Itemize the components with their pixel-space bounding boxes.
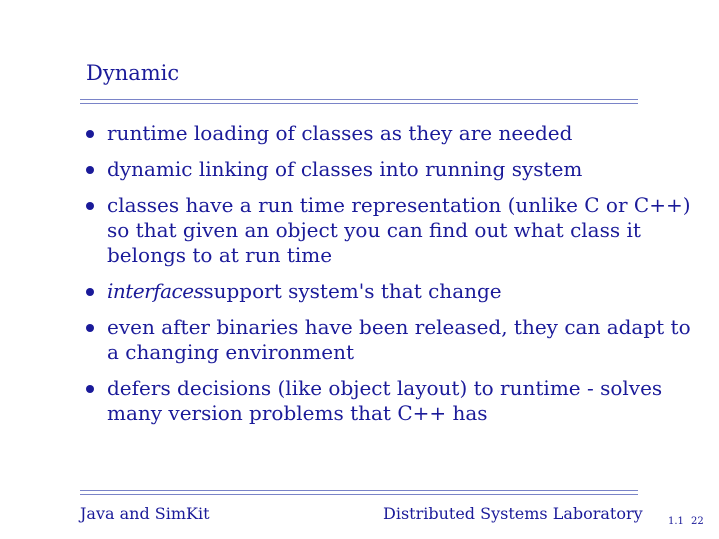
- bullet-icon: [86, 288, 94, 296]
- bullet-item: [86, 121, 696, 146]
- bullet-item: [86, 193, 696, 268]
- bullet-text: classes have a run time representation (unlike C or C++) so that given an object you can find out what class it belongs to at run time: [107, 193, 691, 267]
- footer-section-number: 1.1: [668, 516, 684, 527]
- bullet-item: [86, 315, 696, 365]
- bullet-icon: [86, 324, 94, 332]
- bullet-text: support system's that change: [203, 279, 502, 303]
- bullet-text: dynamic linking of classes into running system: [107, 157, 583, 181]
- bullet-icon: [86, 202, 94, 210]
- bullet-icon: [86, 166, 94, 174]
- bullet-emphasis: interfaces: [107, 279, 204, 303]
- bullet-list: [86, 121, 696, 437]
- bullet-item: [86, 157, 696, 182]
- bullet-icon: [86, 130, 94, 138]
- title-rule-top: [80, 99, 638, 100]
- footer-rule-bottom: [80, 494, 638, 495]
- bullet-icon: [86, 385, 94, 393]
- slide-title: Dynamic: [86, 61, 180, 85]
- bullet-text: runtime loading of classes as they are needed: [107, 121, 573, 145]
- bullet-text: defers decisions (like object layout) to runtime - solves many version problems that C++ has: [107, 376, 663, 425]
- footer-page-number: 22: [691, 516, 704, 527]
- bullet-text: even after binaries have been released, they can adapt to a changing environment: [107, 315, 691, 364]
- title-rule-bottom: [80, 103, 638, 104]
- footer-course-title: Java and SimKit: [80, 504, 210, 523]
- footer-lab-name: Distributed Systems Laboratory: [383, 504, 643, 523]
- bullet-item: [86, 376, 696, 426]
- bullet-item: [86, 279, 696, 304]
- footer-rule-top: [80, 490, 638, 491]
